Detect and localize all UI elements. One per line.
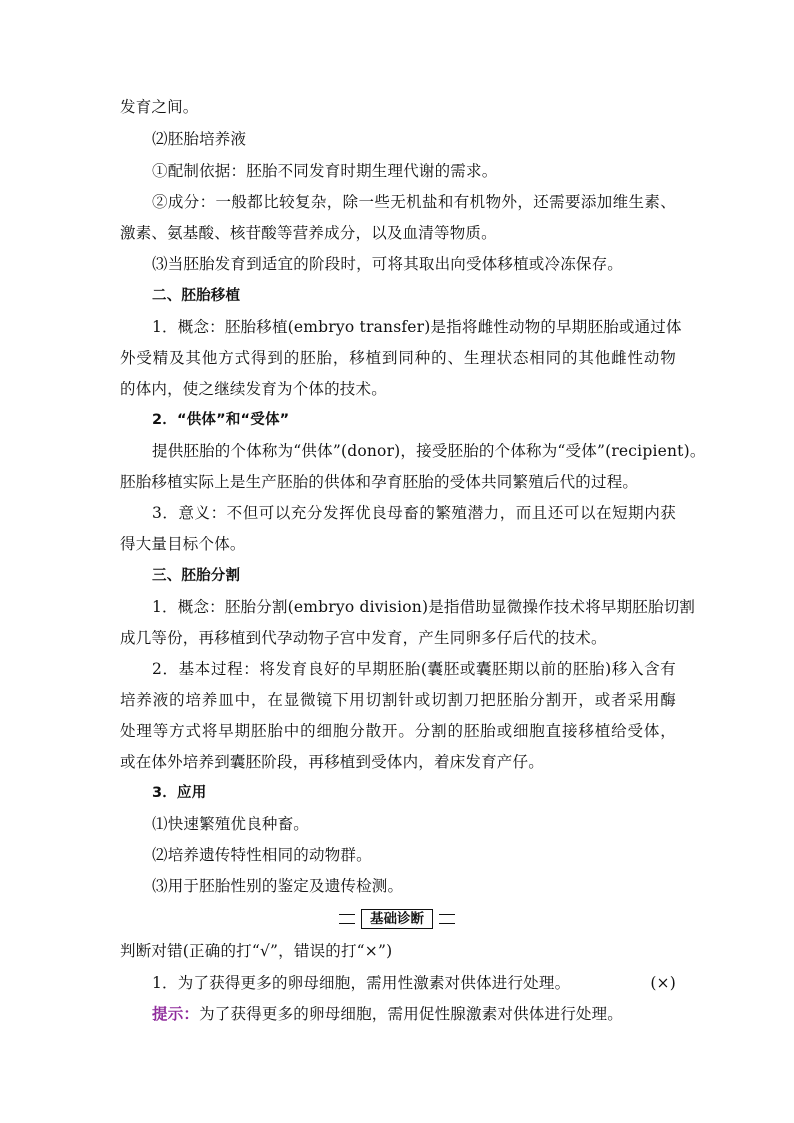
subsection-heading: 2．“供体”和“受体” bbox=[152, 412, 290, 428]
text-line: 成几等份，再移植到代孕动物子宫中发育，产生同卵多仔后代的技术。 bbox=[120, 629, 607, 647]
hint-label: 提示： bbox=[152, 1005, 200, 1023]
text-line: 处理等方式将早期胚胎中的细胞分散开。分割的胚胎或细胞直接移植给受体， bbox=[120, 722, 676, 740]
text-line: 激素、氨基酸、核苷酸等营养成分，以及血清等物质。 bbox=[120, 224, 497, 242]
text-line: ②成分：一般都比较复杂，除一些无机盐和有机物外，还需要添加维生素、 bbox=[152, 193, 676, 211]
text-line: 1．概念：胚胎分割(embryo division)是指借助显微操作技术将早期胚胎切割 bbox=[152, 598, 696, 616]
section-heading: 二、胚胎移植 bbox=[152, 288, 241, 304]
text-line: ⑶用于胚胎性别的鉴定及遗传检测。 bbox=[152, 877, 404, 895]
text-line: 发育之间。 bbox=[120, 98, 199, 116]
text-line: 1．概念：胚胎移植(embryo transfer)是指将雌性动物的早期胚胎或通过体 bbox=[152, 318, 682, 336]
badge-label: 基础诊断 bbox=[361, 909, 433, 929]
quiz-item-text: 1．为了获得更多的卵母细胞，需用性激素对供体进行处理。 bbox=[152, 974, 571, 992]
text-line: ①配制依据：胚胎不同发育时期生理代谢的需求。 bbox=[152, 162, 498, 180]
text-line: 的体内，使之继续发育为个体的技术。 bbox=[120, 380, 387, 398]
text-line: 2．基本过程：将发育良好的早期胚胎(囊胚或囊胚期以前的胚胎)移入含有 bbox=[152, 660, 676, 678]
quiz-hint bbox=[152, 999, 676, 1029]
quiz-item-answer: (×) bbox=[650, 974, 676, 992]
text-line: ⑴快速繁殖优良种畜。 bbox=[152, 815, 310, 833]
quiz-item bbox=[152, 968, 676, 998]
section-heading: 三、胚胎分割 bbox=[152, 568, 241, 584]
text-line: 胚胎移植实际上是生产胚胎的供体和孕育胚胎的受体共同繁殖后代的过程。 bbox=[120, 473, 639, 491]
text-line: 或在体外培养到囊胚阶段，再移植到受体内，着床发育产仔。 bbox=[120, 753, 544, 771]
text-line: ⑶当胚胎发育到适宜的阶段时，可将其取出向受体移植或冷冻保存。 bbox=[152, 255, 624, 273]
section-badge bbox=[0, 904, 794, 934]
hint-text: 为了获得更多的卵母细胞，需用促性腺激素对供体进行处理。 bbox=[199, 1005, 624, 1023]
text-line: ⑵培养遗传特性相同的动物群。 bbox=[152, 846, 372, 864]
text-line: 提供胚胎的个体称为“供体”(donor)，接受胚胎的个体称为“受体”(recipient)。 bbox=[152, 442, 706, 460]
text-line: 3．意义：不但可以充分发挥优良母畜的繁殖潜力，而且还可以在短期内获 bbox=[152, 504, 676, 522]
text-line: ⑵胚胎培养液 bbox=[152, 130, 247, 148]
text-line: 培养液的培养皿中，在显微镜下用切割针或切割刀把胚胎分割开，或者采用酶 bbox=[120, 691, 676, 709]
quiz-instruction: 判断对错(正确的打“√”，错误的打“×”) bbox=[120, 942, 393, 960]
subsection-heading: 3．应用 bbox=[152, 785, 207, 801]
text-line: 得大量目标个体。 bbox=[120, 535, 246, 553]
text-line: 外受精及其他方式得到的胚胎，移植到同种的、生理状态相同的其他雌性动物 bbox=[120, 349, 676, 367]
badge-left-rule bbox=[339, 914, 355, 924]
badge-right-rule bbox=[439, 914, 455, 924]
